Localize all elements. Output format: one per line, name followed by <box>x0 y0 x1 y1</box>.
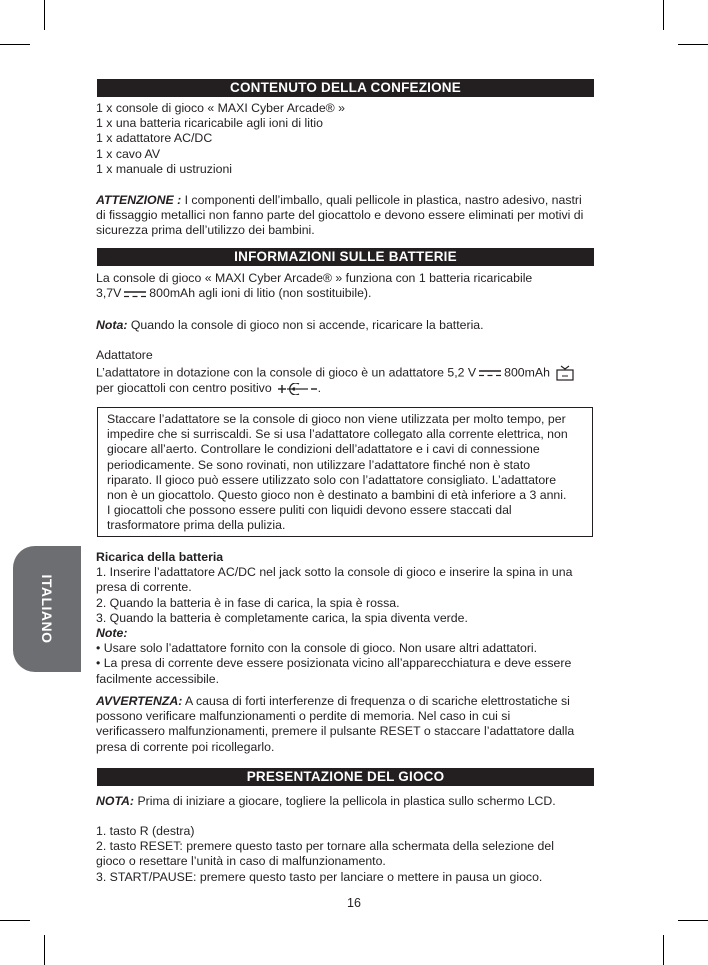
warning-label: ATTENZIONE : <box>96 193 182 207</box>
warning-text: I componenti dell’imballo, quali pellicole in plastica, nastro adesivo, nastri <box>181 193 582 207</box>
notice-line: trasformatore prima della pulizia. <box>107 518 286 533</box>
list-item: 2. tasto RESET: premere questo tasto per tornare alla schermata della selezione del <box>96 839 554 854</box>
charging-note: facilmente accessibile. <box>96 671 220 686</box>
avvertenza-text: presa di corrente poi ricollegarlo. <box>96 739 275 754</box>
battery-line: La console di gioco « MAXI Cyber Arcade® » funziona con 1 batteria ricaricabile <box>96 271 533 285</box>
language-tab <box>13 546 81 672</box>
game-note-label: NOTA: <box>96 794 135 808</box>
language-label: ITALIANO <box>39 574 55 644</box>
notice-line: Staccare l’adattatore se la console di gioco non viene utilizzata per molto tempo, per <box>107 412 566 426</box>
notice-line: giocare all’aerto. Controllare le condizioni dell’adattatore e i cavi di connessione <box>107 442 540 457</box>
charging-step: presa di corrente. <box>96 580 192 595</box>
list-item: 1 x una batteria ricaricabile agli ioni di litio <box>96 116 323 131</box>
list-item: 1 x cavo AV <box>96 146 161 161</box>
adapter-safety-box <box>97 407 593 537</box>
adapter-capacity: 800mAh <box>504 365 550 380</box>
crop-mark <box>44 935 45 965</box>
warning-text: di fissaggio metallici non fanno parte del giocattolo e devono essere eliminati per motivi di <box>96 208 584 223</box>
charging-note-label: Note: <box>96 626 128 641</box>
dc-symbol-icon <box>479 369 501 377</box>
game-controls-list <box>96 824 598 885</box>
battery-note <box>96 318 598 333</box>
notice-line: non è un giocattolo. Questo gioco non è destinato a bambini di età inferiore a 3 anni. <box>107 488 567 503</box>
crop-mark <box>663 0 664 30</box>
charging-step: 1. Inserire l’adattatore AC/DC nel jack sotto la console di gioco e inserire la spina in una <box>96 565 573 580</box>
warning-text: sicurezza prima dell’utilizzo dei bambini. <box>96 223 315 238</box>
section-header-batteries: INFORMAZIONI SULLE BATTERIE <box>97 248 594 266</box>
crop-mark <box>678 44 708 45</box>
crop-mark <box>663 935 664 965</box>
notice-line: riparato. Il gioco può essere utilizzato solo con l’adattatore consigliato. L’adattatore <box>107 472 557 487</box>
crop-mark <box>0 44 30 45</box>
game-note-text: Prima di iniziare a giocare, togliere la pellicola in plastica sullo schermo LCD. <box>134 794 556 808</box>
list-item: 1. tasto R (destra) <box>96 824 195 838</box>
notice-line: periodicamente. Se sono rovinati, non utilizzare l’adattatore finché non è stato <box>107 457 531 472</box>
interference-warning <box>96 694 598 755</box>
charging-heading: Ricarica della batteria <box>96 550 224 564</box>
transformer-icon <box>556 365 574 381</box>
packaging-warning <box>96 193 598 239</box>
avvertenza-text: possono verificare malfunzionamenti o perdite di memoria. Nel caso in cui si <box>96 709 511 724</box>
crop-mark <box>678 920 708 921</box>
adapter-text-end: . <box>317 381 322 396</box>
notice-line: I giocattoli che possono essere puliti con liquidi devono essere staccati dal <box>107 503 512 518</box>
polarity-symbol-icon <box>278 383 318 395</box>
game-note <box>96 794 598 809</box>
adapter-heading: Adattatore <box>96 348 153 362</box>
adapter-safety-text <box>107 412 587 534</box>
battery-voltage: 3,7V <box>96 286 122 301</box>
list-item: 1 x adattatore AC/DC <box>96 131 213 146</box>
avvertenza-label: AVVERTENZA: <box>96 694 183 708</box>
page-number: 16 <box>347 896 361 910</box>
charging-step: 3. Quando la batteria è completamente carica, la spia diventa verde. <box>96 610 468 625</box>
battery-capacity: 800mAh agli ioni di litio (non sostituibile). <box>149 286 372 301</box>
battery-info <box>96 271 598 301</box>
avvertenza-text: A causa di forti interferenze di frequenza o di scariche elettrostatiche si <box>182 694 570 708</box>
adapter-info <box>96 348 598 396</box>
charging-section <box>96 550 598 687</box>
list-item: 3. START/PAUSE: premere questo tasto per lanciare o mettere in pausa un gioco. <box>96 869 543 884</box>
crop-mark <box>0 920 30 921</box>
note-label: Nota: <box>96 318 128 332</box>
section-header-contents: CONTENUTO DELLA CONFEZIONE <box>97 79 594 97</box>
note-text: Quando la console di gioco non si accende, ricaricare la batteria. <box>127 318 484 332</box>
crop-mark <box>44 0 45 30</box>
dc-symbol-icon <box>124 290 146 298</box>
list-item: 1 x console di gioco « MAXI Cyber Arcade® » <box>96 101 345 115</box>
charging-note: • La presa di corrente deve essere posizionata vicino all’apparecchiatura e deve essere <box>96 656 572 671</box>
adapter-text: L’adattatore in dotazione con la console di gioco è un adattatore 5,2 V <box>96 365 477 380</box>
charging-step: 2. Quando la batteria è in fase di carica, la spia è rossa. <box>96 595 400 610</box>
section-header-game: PRESENTAZIONE DEL GIOCO <box>97 768 594 786</box>
avvertenza-text: verificassero malfunzionamenti, premere il pulsante RESET o staccare l’adattatore dalla <box>96 724 575 739</box>
notice-line: impedire che si surriscaldi. Se si usa l’adattatore collegato alla corrente elettrica, non <box>107 427 568 442</box>
list-item: 1 x manuale di ustruzioni <box>96 161 233 176</box>
list-item: gioco o resettare l’unità in caso di malfunzionamento. <box>96 854 386 869</box>
charging-note: • Usare solo l’adattatore fornito con la console di gioco. Non usare altri adattatori. <box>96 641 538 656</box>
adapter-text: per giocattoli con centro positivo <box>96 381 272 396</box>
contents-list <box>96 101 598 177</box>
